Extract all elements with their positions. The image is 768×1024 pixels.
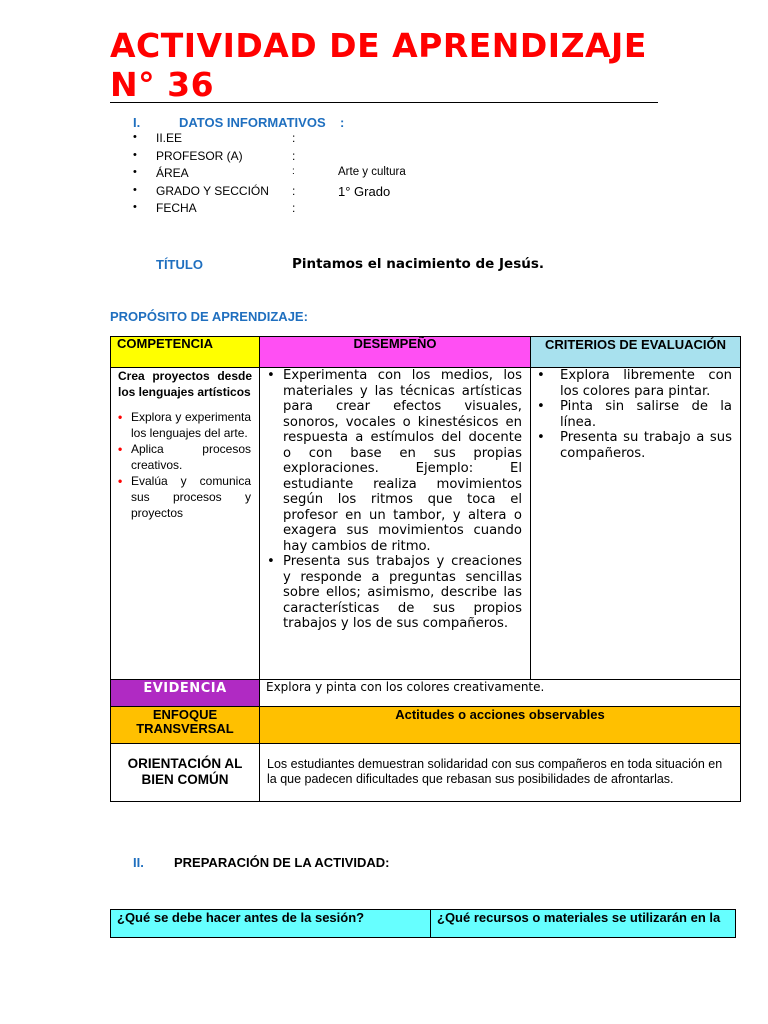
info-list [133, 131, 553, 219]
header-desempeno-text: DESEMPEÑO [353, 336, 437, 351]
competencia-title: Crea proyectos desde los lenguajes artísticos [118, 369, 252, 399]
info-colon: : [292, 201, 296, 216]
evidencia-label: EVIDENCIA [143, 681, 227, 696]
bullet-icon: • [133, 148, 137, 161]
bullet-icon: • [133, 131, 137, 143]
header-competencia-text: COMPETENCIA [117, 336, 214, 351]
info-label: GRADO Y SECCIÓN [156, 183, 269, 198]
enfoque-value: Actitudes o acciones observables [395, 707, 605, 722]
info-label: PROFESOR (A) [156, 148, 243, 163]
list-item: • Presenta sus trabajos y creaciones y responde a preguntas sencillas sobre ellos; asimismo, describe las características de sus propios trabajos y los de sus compañeros. [267, 554, 522, 632]
info-value: Arte y cultura [338, 166, 406, 179]
list-item: • Pinta sin salirse de la línea. [536, 399, 732, 430]
header-criterios-text: CRITERIOS DE EVALUACIÓN [544, 337, 727, 352]
info-value: 1° Grado [338, 183, 391, 199]
section1-number: I. [133, 115, 141, 130]
orientacion-label: ORIENTACIÓN AL BIEN COMÚN [127, 756, 243, 787]
titulo-label: TÍTULO [156, 257, 203, 272]
evidencia-value-cell [259, 679, 741, 707]
question-resources: ¿Qué recursos o materiales se utilizarán en la [437, 910, 721, 925]
info-row-area [133, 166, 553, 184]
page-title: ACTIVIDAD DE APRENDIZAJE N° 36 [110, 26, 647, 104]
header-desempeno [259, 336, 531, 368]
info-colon: : [292, 166, 295, 178]
list-item: • Explora y experimenta los lenguajes del arte. [118, 409, 251, 441]
question-before: ¿Qué se debe hacer antes de la sesión? [117, 910, 365, 925]
info-colon: : [292, 148, 296, 163]
bullet-icon: • [133, 183, 137, 196]
enfoque-cell [110, 706, 260, 744]
info-row-fecha [133, 201, 553, 219]
enfoque-value-cell [259, 706, 741, 744]
desempeno-list [260, 368, 530, 632]
info-colon: : [292, 131, 296, 145]
evidencia-cell [110, 679, 260, 707]
cell-competencia [110, 367, 260, 680]
info-row-profesor [133, 149, 553, 167]
criterios-list [531, 368, 740, 461]
info-row-grado [133, 184, 553, 202]
titulo-value: Pintamos el nacimiento de Jesús. [292, 256, 545, 272]
question-cell-resources [430, 909, 736, 938]
info-row-iiee [133, 131, 553, 149]
list-item: • Aplica procesos creativos. [118, 441, 251, 473]
enfoque-label: ENFOQUE TRANSVERSAL [136, 707, 234, 736]
info-label: ÁREA [156, 166, 189, 181]
question-cell-before [110, 909, 431, 938]
list-item: • Explora libremente con los colores para pintar. [536, 368, 732, 399]
info-label: II.EE [156, 131, 183, 145]
section2-label: PREPARACIÓN DE LA ACTIVIDAD: [174, 855, 390, 870]
cell-criterios [530, 367, 741, 680]
list-item: • Evalúa y comunica sus procesos y proyectos [118, 473, 251, 521]
list-item: • Presenta su trabajo a sus compañeros. [536, 430, 732, 461]
orientacion-value-cell [259, 743, 741, 802]
bullet-icon: • [133, 201, 137, 214]
header-criterios [530, 336, 741, 368]
orientacion-cell [110, 743, 260, 802]
bullet-icon: • [133, 166, 137, 179]
cell-desempeno [259, 367, 531, 680]
section2-number: II. [133, 855, 144, 870]
section1-label: DATOS INFORMATIVOS : [179, 115, 345, 130]
info-label: FECHA [156, 201, 197, 216]
list-item: • Experimenta con los medios, los materiales y las técnicas artísticas para crear efectos visuales, sonoros, vocales o kinestésicos en respuesta a estímulos del docente o con base en sus propias exploraciones. Ejemplo: El estudiante realiza movimientos según los ritmos que toca el profesor en un tambor, y altera o exagera sus movimientos cuando hay cambios de ritmo. [267, 368, 522, 554]
orientacion-value: Los estudiantes demuestran solidaridad con sus compañeros en toda situación en la que padecen dificultades que rebasan sus posibilidades de afrontarlas. [267, 757, 723, 786]
evidencia-value: Explora y pinta con los colores creativamente. [266, 680, 545, 694]
info-colon: : [292, 183, 296, 198]
title-underline [110, 102, 658, 103]
proposito-label: PROPÓSITO DE APRENDIZAJE: [110, 309, 308, 324]
header-competencia [110, 336, 260, 368]
competencia-list [111, 409, 259, 521]
